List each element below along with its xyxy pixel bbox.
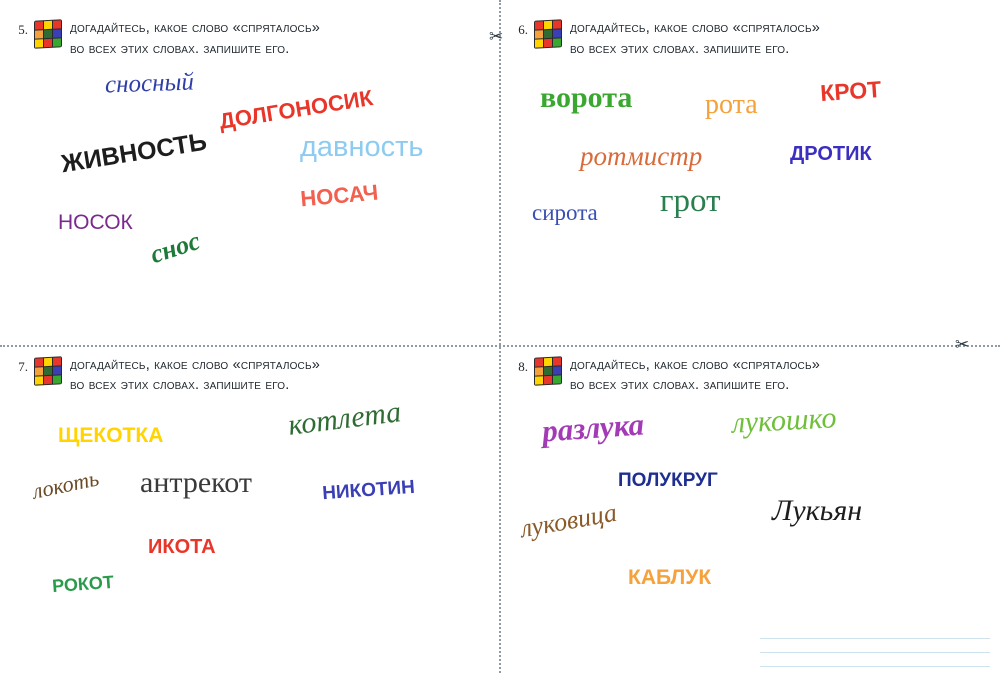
word-item: никотин	[321, 468, 416, 505]
word-cloud	[500, 402, 1000, 642]
task-text-line-1: догадайтесь, какое слово «спряталось»	[570, 356, 821, 373]
task-card-7	[0, 337, 500, 673]
cut-guide-vertical	[499, 0, 501, 673]
task-number: 6.	[518, 22, 528, 37]
task-text-line-1: догадайтесь, какое слово «спряталось»	[70, 20, 321, 36]
task-text-line-2: во всех этих словах. запишите его.	[570, 377, 790, 394]
word-item: крот	[818, 67, 883, 109]
word-item: сирота	[532, 200, 598, 226]
word-item: сносный	[104, 68, 195, 99]
task-text	[570, 355, 820, 396]
task-text-line-1: догадайтесь, какое слово «спряталось»	[570, 20, 821, 36]
card-header	[0, 0, 500, 59]
word-item: давность	[300, 131, 424, 164]
task-text	[70, 18, 320, 59]
answer-line[interactable]	[760, 625, 990, 639]
word-item: живность	[57, 116, 210, 181]
task-card-6	[500, 0, 1000, 337]
word-item: ворота	[540, 81, 633, 115]
word-item: разлука	[540, 406, 646, 449]
task-text	[70, 355, 320, 396]
card-header	[500, 0, 1000, 59]
word-item: долгоносик	[216, 77, 375, 137]
task-text-line-2: во всех этих словах. запишите его.	[70, 40, 290, 57]
word-item: носок	[58, 203, 133, 237]
word-item: Лукьян	[772, 493, 863, 527]
answer-lines	[760, 625, 990, 667]
word-item: антрекот	[140, 465, 252, 499]
answer-line[interactable]	[760, 653, 990, 667]
word-item: дротик	[790, 135, 872, 168]
task-text-line-2: во всех этих словах. запишите его.	[570, 40, 790, 57]
task-number: 8.	[518, 358, 528, 374]
word-item: щекотка	[58, 415, 164, 449]
word-item: полукруг	[618, 461, 718, 492]
word-item: каблук	[628, 557, 712, 591]
word-item: икота	[148, 527, 216, 559]
word-item: ротмистр	[580, 141, 703, 172]
answer-line[interactable]	[760, 639, 990, 653]
scissors-icon: ✂	[489, 27, 504, 46]
word-item: грот	[660, 183, 721, 220]
task-text-line-2: во всех этих словах. запишите его.	[70, 377, 290, 394]
word-cloud	[500, 65, 1000, 305]
task-text	[570, 18, 820, 59]
rubiks-cube-icon	[534, 19, 562, 48]
word-item: носач	[298, 171, 380, 214]
rubiks-cube-icon	[534, 356, 562, 385]
task-text-line-1: догадайтесь, какое слово «спряталось»	[70, 356, 321, 373]
task-number: 7.	[18, 358, 28, 374]
task-card-5	[0, 0, 500, 337]
word-item: луковица	[518, 497, 620, 543]
word-item: лукошко	[731, 400, 838, 440]
rubiks-cube-icon	[34, 356, 62, 385]
scissors-icon: ✂	[955, 335, 970, 354]
word-cloud	[0, 65, 500, 305]
task-number: 5.	[18, 22, 28, 37]
rubiks-cube-icon	[34, 19, 62, 48]
word-cloud	[0, 394, 500, 642]
task-card-8	[500, 337, 1000, 673]
cut-guide-horizontal	[0, 345, 1000, 347]
word-item: рокот	[51, 565, 115, 598]
word-item: котлета	[286, 394, 403, 442]
word-item: снос	[146, 226, 204, 270]
word-item: рота	[705, 89, 758, 121]
word-item: локоть	[30, 464, 101, 504]
